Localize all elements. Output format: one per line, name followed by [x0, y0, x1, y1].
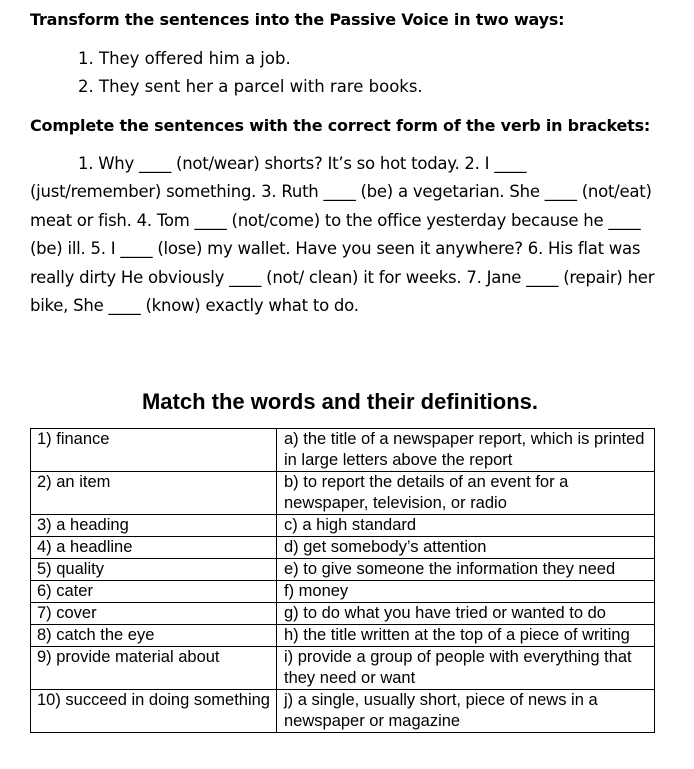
- table-row: [31, 559, 655, 581]
- word-cell: 10) succeed in doing something: [31, 690, 277, 733]
- table-row: [31, 581, 655, 603]
- verb-forms-heading: Complete the sentences with the correct form of the verb in brackets:: [30, 116, 651, 135]
- definition-cell: f) money: [277, 581, 655, 603]
- table-row: [31, 625, 655, 647]
- table-row: [31, 537, 655, 559]
- table-row: [31, 515, 655, 537]
- passive-sentence-1: 1. They offered him a job.: [78, 49, 291, 68]
- table-row: [31, 603, 655, 625]
- definition-cell: a) the title of a newspaper report, which is printed in large letters above the report: [277, 429, 655, 472]
- word-cell: 1) finance: [31, 429, 277, 472]
- definition-cell: j) a single, usually short, piece of news in a newspaper or magazine: [277, 690, 655, 733]
- verb-forms-exercise: 1. Why ____ (not/wear) shorts? It’s so hot today. 2. I ____ (just/remember) something. 3. Ruth ____ (be) a vegetarian. She ____ (not/eat) meat or fish. 4. Tom ____ (not/come) to the office yesterday because he ____ (be) ill. 5. I ____ (lose) my wallet. Have you seen it anywhere? 6. His flat was really dirty He obviously ____ (not/ clean) it for weeks. 7. Jane ____ (repair) her bike, She ____ (know) exactly what to do.: [30, 154, 655, 316]
- definition-cell: h) the title written at the top of a piece of writing: [277, 625, 655, 647]
- word-cell: 6) cater: [31, 581, 277, 603]
- table-row: [31, 429, 655, 472]
- table-row: [31, 472, 655, 515]
- word-cell: 9) provide material about: [31, 647, 277, 690]
- definition-cell: e) to give someone the information they need: [277, 559, 655, 581]
- definition-cell: b) to report the details of an event for a newspaper, television, or radio: [277, 472, 655, 515]
- passive-sentence-2: 2. They sent her a parcel with rare books.: [78, 77, 423, 96]
- definition-cell: i) provide a group of people with everything that they need or want: [277, 647, 655, 690]
- word-cell: 8) catch the eye: [31, 625, 277, 647]
- word-cell: 7) cover: [31, 603, 277, 625]
- table-row: [31, 647, 655, 690]
- definition-cell: c) a high standard: [277, 515, 655, 537]
- word-cell: 3) a heading: [31, 515, 277, 537]
- matching-exercise-title: Match the words and their definitions.: [141, 389, 539, 414]
- word-cell: 4) a headline: [31, 537, 277, 559]
- word-cell: 5) quality: [31, 559, 277, 581]
- table-row: [31, 690, 655, 733]
- word-cell: 2) an item: [31, 472, 277, 515]
- definition-cell: g) to do what you have tried or wanted to do: [277, 603, 655, 625]
- matching-table: [30, 428, 655, 733]
- passive-voice-heading: Transform the sentences into the Passive Voice in two ways:: [30, 10, 565, 29]
- definition-cell: d) get somebody’s attention: [277, 537, 655, 559]
